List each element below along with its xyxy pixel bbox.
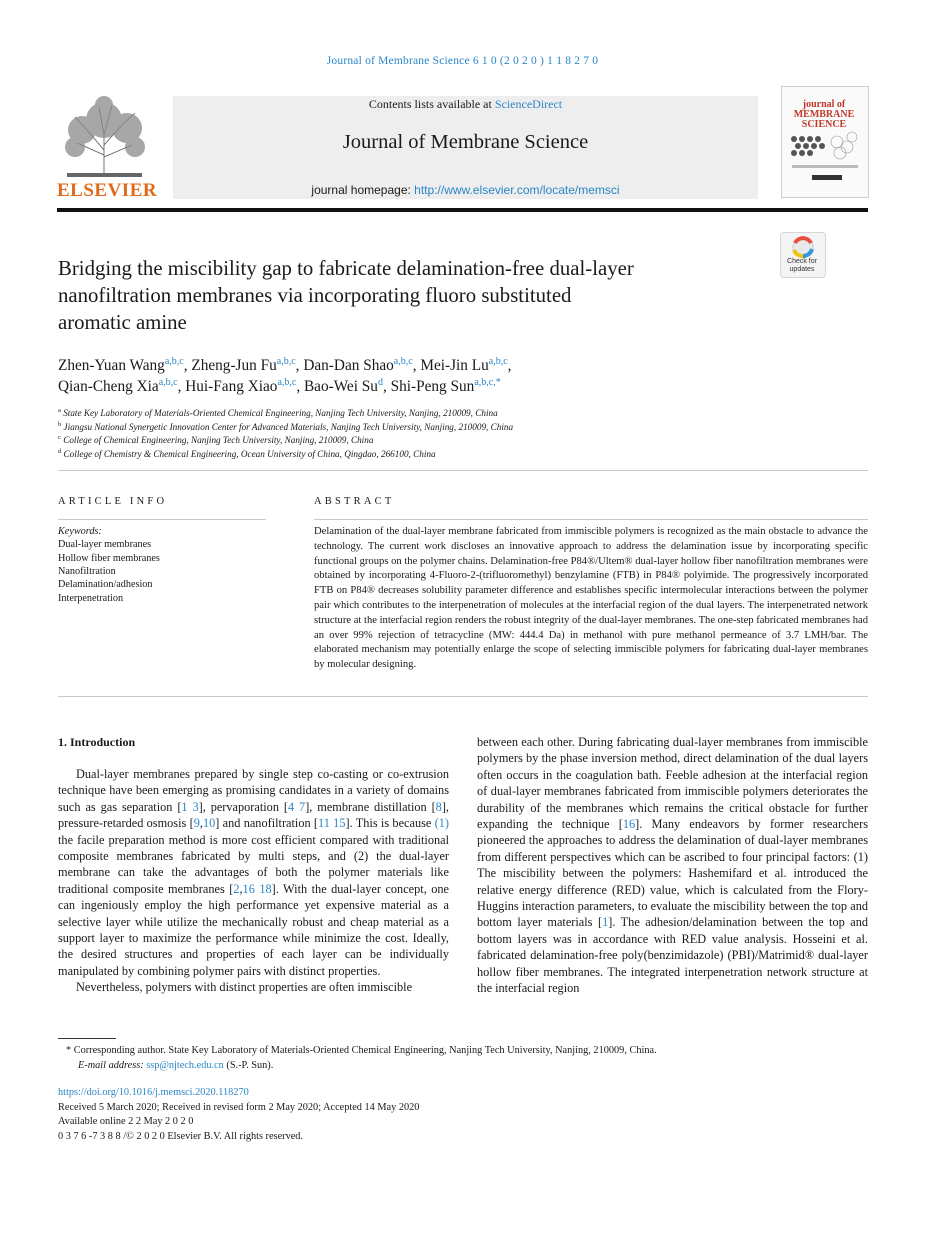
- affiliation-text: Jiangsu National Synergetic Innovation Center for Advanced Materials, Nanjing Tech University, Nanjing, 210009, China: [63, 421, 514, 432]
- author-name[interactable]: Dan-Dan Shao: [303, 357, 394, 375]
- author-name[interactable]: Hui-Fang Xiao: [185, 378, 278, 396]
- title-line-2: nanofiltration membranes via incorporating fluoro substituted: [58, 284, 572, 307]
- affiliation-mark: d: [58, 447, 62, 455]
- citation-link[interactable]: 2: [233, 881, 240, 896]
- journal-reference-link[interactable]: Journal of Membrane Science 6 1 0 (2 0 2 0 ) 1 1 8 2 7 0: [326, 55, 599, 67]
- affiliation-text: College of Chemistry & Chemical Engineering, Ocean University of China, Qingdao, 266100, China: [63, 448, 436, 459]
- keyword-item: Dual-layer membranes: [58, 539, 152, 551]
- keywords-label: Keywords:: [58, 526, 102, 537]
- affiliation-mark: a: [58, 407, 61, 414]
- contents-prefix: Contents lists available at: [368, 97, 495, 111]
- contents-line: [173, 97, 758, 112]
- doi-link[interactable]: https://doi.org/10.1016/j.memsci.2020.118270: [58, 1087, 249, 1098]
- available-online: Available online 2 2 May 2 0 2 0: [58, 1116, 194, 1127]
- email-link[interactable]: ssp@njtech.edu.cn: [146, 1059, 224, 1071]
- author-name[interactable]: Mei-Jin Lu: [420, 357, 489, 375]
- body-text: ], pressure-retarded osmosis [: [58, 799, 449, 831]
- received-dates: Received 5 March 2020; Received in revised form 2 May 2020; Accepted 14 May 2020: [58, 1101, 420, 1113]
- authors-line-2: [58, 373, 878, 397]
- body-text: ]. This is because: [345, 816, 435, 831]
- abstract-text: Delamination of the dual-layer membrane fabricated from immiscible polymers is recognized as the main obstacle to advance the technology. The current work discloses an innovative approach to address the delamination issue by incorporating specific functional groups on the polymer chains. Delamination-free P84®/Ultem® dual-layer hollow fiber nanofiltration membranes were obtained by incorporating 4-Fluoro-2-(trifluoromethyl) benzylamine (FTB) in P84® polyimide. The progressively incorporated FTB on P84® decreases solubility parameter difference and establishes specific intermolecular interactions between the polymer pair which contributes to the interpenetration of molecules at the interfacial region of the dual layers. The interpenetrated network structure at the interfacial region renders the robust integrity of the dual-layer membranes. The one-step fabricated membranes had an over 99% rejection of tetracycline (MW: 444.4 Da) in methanol with pure methanol permeance of 3.7 LMH/bar. The elaborated mechanism may potentially enlarge the scope of selecting immiscible polymers for fabricating dual-layer membranes by molecular designing.: [314, 526, 868, 671]
- affiliation-mark: b: [58, 420, 62, 428]
- cover-title-line-1: journal of: [802, 99, 846, 110]
- affiliation-text: State Key Laboratory of Materials-Oriented Chemical Engineering, Nanjing Tech University, Nanjing, 210009, China: [63, 408, 498, 419]
- body-text: ,: [199, 816, 203, 831]
- homepage-prefix: journal homepage:: [311, 183, 415, 197]
- elsevier-wordmark: ELSEVIER: [57, 180, 158, 201]
- intro-paragraph-1: [58, 766, 449, 979]
- abstract-end-divider: [58, 696, 868, 697]
- cover-title: [781, 100, 867, 130]
- crossmark-icon: [781, 233, 825, 259]
- citation-link[interactable]: (1): [434, 816, 449, 831]
- body-text: ,: [239, 881, 243, 896]
- citation-link[interactable]: 16 18: [242, 881, 272, 896]
- affiliation-text: College of Chemical Engineering, Nanjing Tech University, Nanjing, 210009, China: [63, 435, 374, 446]
- email-label: E-mail address:: [78, 1059, 147, 1071]
- keyword-item: Delamination/adhesion: [58, 579, 153, 591]
- journal-title: Journal of Membrane Science: [342, 131, 589, 153]
- abstract-heading: ABSTRACT: [314, 496, 395, 507]
- left-column: [58, 766, 449, 996]
- article-info-heading: ARTICLE INFO: [58, 496, 168, 507]
- right-column: [477, 734, 868, 997]
- intro-paragraph-2: Nevertheless, polymers with distinct properties are often immiscible: [76, 980, 413, 995]
- author-name[interactable]: Qian-Cheng Xia: [58, 378, 159, 396]
- paper-title: [58, 255, 758, 336]
- author-separator: ,: [412, 357, 421, 375]
- author-name[interactable]: Shi-Peng Sun: [390, 378, 475, 396]
- author-separator: ,: [295, 357, 304, 375]
- body-text: ]. With the dual-layer concept, one can ingeniously employ the high performance yet expensive material as a selective layer while utilize the mechanically robust and cheap material as a support layer to maximize the performance while minimize the cost. Ideally, the desired structures and properties of each layer can be individually manipulated by combining polymer pairs with distinct properties.: [58, 881, 449, 978]
- introduction-heading: 1. Introduction: [58, 735, 136, 749]
- affiliation: [58, 445, 436, 462]
- author-affil-marks[interactable]: a,b,c: [488, 356, 508, 367]
- author-separator: ,: [183, 357, 192, 375]
- keyword-item: Interpenetration: [58, 592, 124, 604]
- body-text: the facile preparation method is more cost efficient compared with traditional composite membranes fabricated by multi steps, and (2) the dual-layer membrane can take the advantages of both the polymer materials like traditional composite membranes [: [58, 832, 449, 896]
- citation-link[interactable]: 1: [602, 915, 609, 930]
- citation-link[interactable]: 8: [435, 799, 442, 814]
- check-for-updates-label: Check for updates: [787, 258, 817, 273]
- author-name[interactable]: Bao-Wei Su: [303, 378, 378, 396]
- citation-link[interactable]: 10: [202, 816, 216, 831]
- intro-paragraph-2-continued: [477, 734, 868, 997]
- header-divider: [57, 208, 868, 212]
- citation-link[interactable]: 16: [622, 817, 636, 832]
- body-text: ] and nanofiltration [: [215, 816, 319, 831]
- citation-link[interactable]: 9: [193, 816, 200, 831]
- body-text: ], membrane distillation [: [305, 799, 436, 814]
- abstract-divider: [314, 519, 868, 520]
- email-suffix: (S.-P. Sun).: [223, 1059, 274, 1071]
- author-name[interactable]: Zhen-Yuan Wang: [58, 357, 165, 375]
- sciencedirect-link[interactable]: ScienceDirect: [494, 97, 563, 111]
- affiliation-mark: c: [58, 434, 61, 441]
- body-text: between each other. During fabricating dual-layer membranes from immiscible polymers by the phase inversion method, direct delamination of the dual layers often occurs in the coagulation bath. Feeble adhesion at the interfacial region of dual-layer membranes fabricated from immiscible polymers deteriorates the durability of the membranes which remains the critical obstacle for further expanding the technique [: [477, 735, 868, 832]
- affiliations-divider: [58, 470, 868, 471]
- citation-link[interactable]: 4 7: [287, 799, 306, 814]
- article-info-divider: [58, 519, 266, 520]
- author-affil-marks[interactable]: a,b,c: [158, 377, 178, 388]
- author-separator: ,: [507, 357, 512, 375]
- body-text: ]. Many endeavors by former researchers pioneered the approaches to address the delamination of dual-layer membranes from different perspectives which can be ascribed to four principal factors: (1) The miscibility between the polymers: Hashemifard et al. introduced the relative energy difference (RED) value, which is calculated from the Flory-Huggins interaction parameters, to evaluate the miscibility between the top and bottom layer materials [: [477, 817, 869, 930]
- author-affil-marks[interactable]: d: [377, 377, 383, 388]
- body-text: ]. The adhesion/delamination between the top and bottom layers was in accordance with RED value analysis. Hosseini et al. fabricated delamination-free poly(benzimidazole) (PBI)/Matrimid® dual-layer hollow fiber membranes. The integrated interpenetration network structure at the interfacial region: [477, 915, 869, 996]
- author-affil-marks[interactable]: a,b,c: [393, 356, 413, 367]
- author-separator: ,: [382, 378, 391, 396]
- author-name[interactable]: Zheng-Jun Fu: [191, 357, 277, 375]
- homepage-line: [173, 183, 758, 197]
- author-affil-marks[interactable]: a,b,c: [277, 377, 297, 388]
- author-separator: ,: [177, 378, 186, 396]
- keyword-item: Hollow fiber membranes: [58, 552, 160, 564]
- title-line-1: Bridging the miscibility gap to fabricate delamination-free dual-layer: [58, 257, 634, 280]
- cover-title-line-3: SCIENCE: [801, 119, 847, 130]
- body-text: Dual-layer membranes prepared by single step co-casting or co-extrusion technique have been emerging as promising candidates in a variety of domains such as gas separation [: [58, 767, 449, 814]
- citation-link[interactable]: 1 3: [181, 799, 199, 814]
- title-line-3: aromatic amine: [58, 311, 187, 334]
- corresponding-author-note: * Corresponding author. State Key Laboratory of Materials-Oriented Chemical Engineering, Nanjing Tech University, Nanjing, 210009, China.: [66, 1045, 657, 1056]
- homepage-link[interactable]: http://www.elsevier.com/locate/memsci: [414, 183, 620, 197]
- body-text: ], pervaporation [: [198, 799, 288, 814]
- author-affil-marks[interactable]: a,b,c,*: [474, 377, 501, 388]
- email-line: [78, 1059, 273, 1074]
- copyright-line: 0 3 7 6 -7 3 8 8 /© 2 0 2 0 Elsevier B.V. All rights reserved.: [58, 1130, 304, 1142]
- footnote-divider: [58, 1038, 116, 1039]
- author-separator: ,: [296, 378, 304, 396]
- cover-title-line-2: MEMBRANE: [793, 109, 855, 120]
- keyword-item: Nanofiltration: [58, 565, 116, 577]
- author-affil-marks[interactable]: a,b,c: [164, 356, 184, 367]
- citation-link[interactable]: 11 15: [318, 816, 346, 831]
- author-affil-marks[interactable]: a,b,c: [276, 356, 296, 367]
